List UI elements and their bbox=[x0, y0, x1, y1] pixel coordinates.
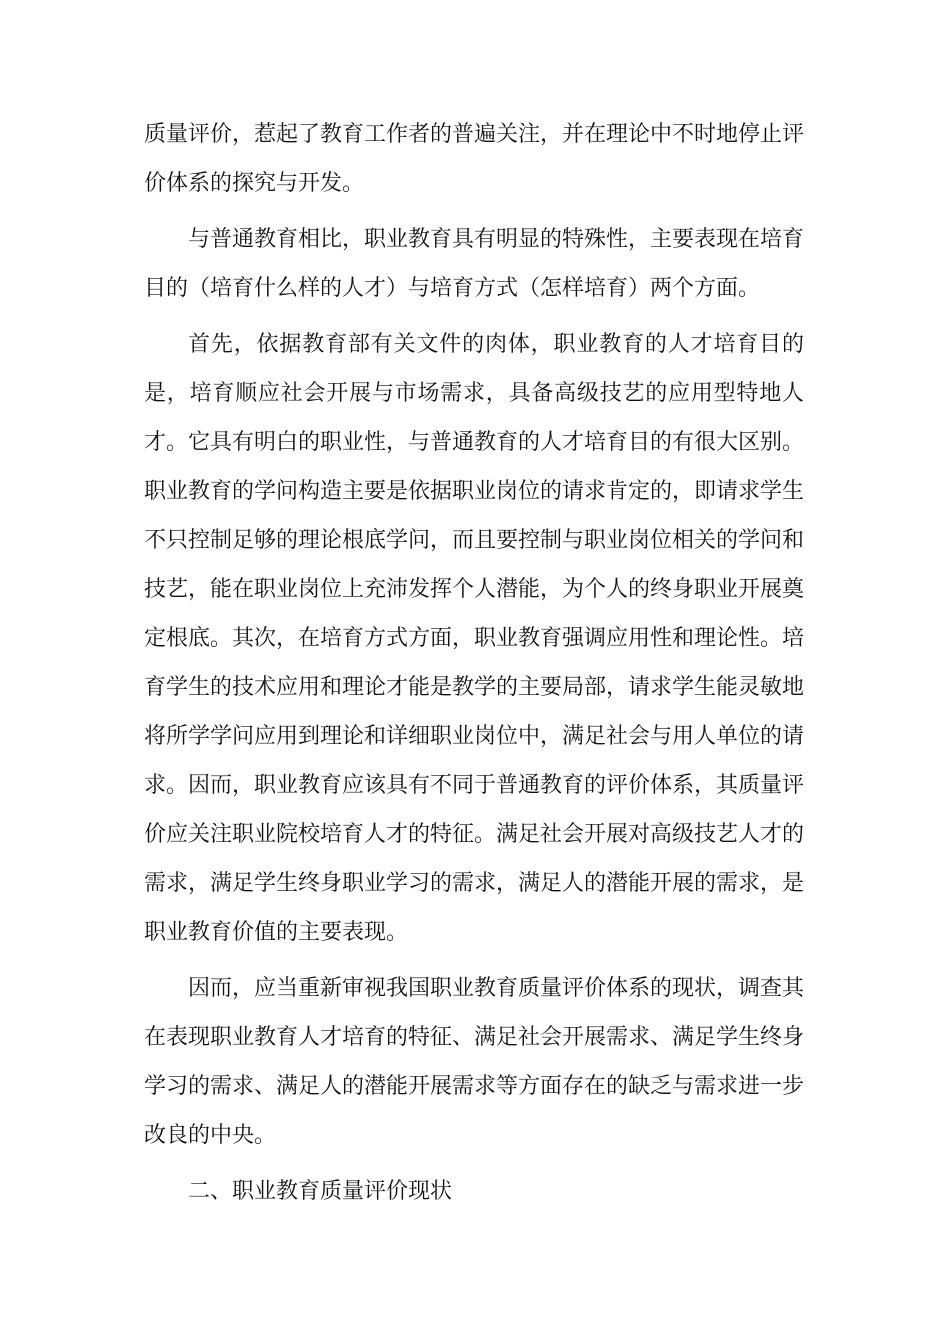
paragraph-conclusion: 因而，应当重新审视我国职业教育质量评价体系的现状，调查其在表现职业教育人才培育的特征、满足社会开展需求、满足学生终身学习的需求、满足人的潜能开展需求等方面存在的缺乏与需求进一步改良的中央。 bbox=[144, 976, 805, 1148]
section-heading: 二、职业教育质量评价现状 bbox=[188, 1179, 453, 1204]
paragraph-training-goals: 首先，依据教育部有关文件的肉体，职业教育的人才培育目的是，培育顺应社会开展与市场需求，具备高级技艺的应用型特地人才。它具有明白的职业性，与普通教育的人才培育目的有很大区别。职业教育的学问构造主要是依据职业岗位的请求肯定的，即请求学生不只控制足够的理论根底学问，而且要控制与职业岗位相关的学问和技艺，能在职业岗位上充沛发挥个人潜能，为个人的终身职业开展奠定根底。其次，在培育方式方面，职业教育强调应用性和理论性。培育学生的技术应用和理论才能是教学的主要局部，请求学生能灵敏地将所学学问应用到理论和详细职业岗位中，满足社会与用人单位的请求。因而，职业教育应该具有不同于普通教育的评价体系，其质量评价应关注职业院校培育人才的特征。满足社会开展对高级技艺人才的需求，满足学生终身职业学习的需求，满足人的潜能开展的需求，是职业教育价值的主要表现。 bbox=[144, 332, 805, 945]
paragraph-continuation: 质量评价，惹起了教育工作者的普遍关注，并在理论中不时地停止评价体系的探究与开发。 bbox=[144, 122, 805, 196]
paragraph-comparison: 与普通教育相比，职业教育具有明显的特殊性，主要表现在培育目的（培育什么样的人才）与培育方式（怎样培育）两个方面。 bbox=[144, 227, 805, 301]
document-page bbox=[144, 110, 804, 1216]
